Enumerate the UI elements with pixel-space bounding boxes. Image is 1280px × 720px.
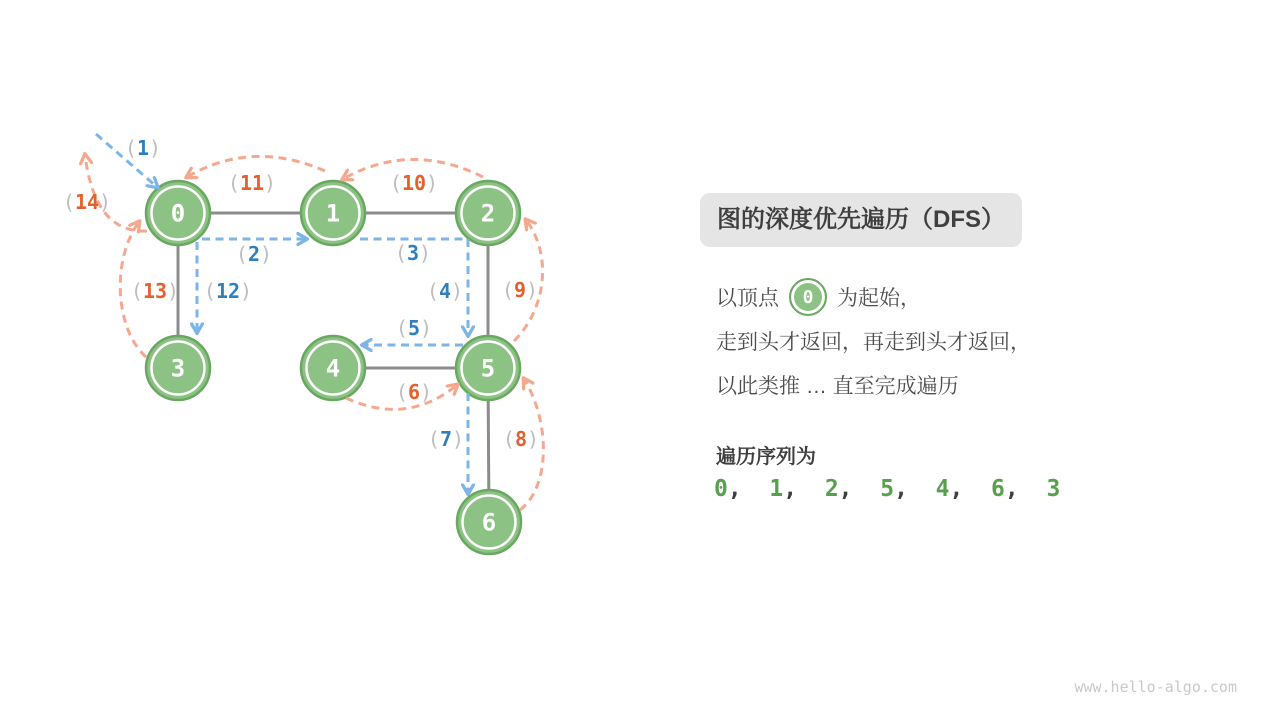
sequence-item: 0 (714, 476, 728, 502)
traversal-sequence (714, 476, 1060, 502)
step-label-7: (7) (427, 427, 465, 451)
node-label: 3 (170, 354, 186, 383)
step-label-14: (14) (62, 190, 112, 214)
sequence-separator: , (727, 476, 770, 502)
node-label: 0 (170, 199, 186, 228)
sequence-separator: , (783, 476, 825, 502)
sequence-separator: , (1004, 476, 1047, 502)
description (716, 275, 1031, 407)
step-label-11: (11) (227, 171, 277, 195)
node-0 (146, 181, 210, 245)
figure-title: 图的深度优先遍历（DFS） (700, 193, 1022, 247)
node-6 (457, 490, 521, 554)
node-label: 4 (325, 354, 341, 383)
description-line-2: 走到头才返回，再走到头才返回， (716, 331, 1031, 354)
description-line-3: 以此类推 … 直至完成遍历 (716, 375, 959, 398)
sequence-separator: , (838, 476, 881, 502)
sequence-item: 5 (880, 476, 895, 502)
sequence-separator: , (949, 476, 992, 502)
step-label-3: (3) (394, 241, 432, 265)
step-label-10: (10) (389, 171, 439, 195)
step-label-13: (13) (130, 279, 180, 303)
node-label: 2 (480, 199, 496, 228)
sequence-item: 1 (769, 476, 784, 502)
node-4 (301, 336, 365, 400)
node-label: 6 (481, 508, 497, 537)
step-label-12: (12) (203, 279, 253, 303)
step-label-9: (9) (501, 278, 539, 302)
sequence-item: 2 (824, 476, 839, 502)
explanation-panel (700, 193, 1240, 502)
node-label: 5 (480, 354, 496, 383)
desc-line1-before: 以顶点 (716, 287, 779, 310)
step-label-8: (8) (502, 427, 540, 451)
node-2 (456, 181, 520, 245)
sequence-item: 3 (1046, 476, 1061, 502)
node-label: 1 (325, 199, 341, 228)
node-1 (301, 181, 365, 245)
watermark: www.hello-algo.com (1074, 678, 1237, 696)
step-label-6: (6) (395, 380, 433, 404)
desc-line1-after: 为起始， (837, 287, 921, 310)
step-label-1: (1) (124, 136, 162, 160)
step-label-2: (2) (235, 242, 273, 266)
sequence-item: 4 (935, 476, 950, 502)
step-label-5: (5) (395, 316, 433, 340)
node-5 (456, 336, 520, 400)
step-label-4: (4) (426, 279, 464, 303)
description-line-1 (716, 275, 1031, 319)
node-3 (146, 336, 210, 400)
start-node-badge: 0 (789, 278, 827, 316)
sequence-title: 遍历序列为 (716, 446, 816, 468)
sequence-separator: , (894, 476, 936, 502)
sequence-item: 6 (991, 476, 1005, 502)
